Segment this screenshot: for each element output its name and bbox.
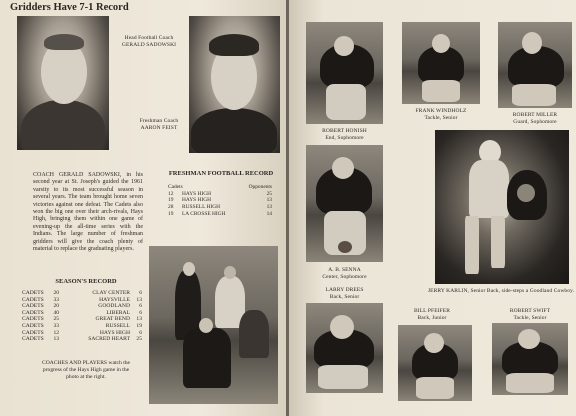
player-photo-windholz <box>402 22 480 104</box>
opponent-score: 14 <box>266 210 272 217</box>
opponent-score: 13 <box>266 204 272 211</box>
player-photo-swift <box>492 323 568 395</box>
team-score: 13 <box>53 336 60 343</box>
sideline-photo <box>149 246 278 404</box>
player-photo-honish <box>306 22 383 124</box>
team-name: CADETS <box>22 303 44 310</box>
action-caption-karlin: JERRY KARLIN, Senior Back, side-steps a Goodland Cowboy. <box>427 288 575 294</box>
right-page <box>289 0 576 416</box>
player-caption-drees: LARRY DREES Back, Senior <box>325 287 364 300</box>
player-photo-miller <box>498 22 572 108</box>
season-record-row <box>22 323 142 330</box>
team-name: CADETS <box>22 316 44 323</box>
team-name: CADETS <box>22 309 44 316</box>
team-name: CADETS <box>22 336 44 343</box>
team-score: 25 <box>53 316 60 323</box>
player-photo-senna <box>306 145 383 262</box>
freshman-record-header: Cadets Opponents <box>168 184 272 190</box>
head-coach-caption: Head Football Coach GERALD SADOWSKI <box>121 35 177 48</box>
team-score: 20 <box>53 290 60 296</box>
freshman-record-row <box>168 204 272 211</box>
freshman-record-title: FRESHMAN FOOTBALL RECORD <box>168 170 274 177</box>
cadets-score: 28 <box>168 204 174 211</box>
freshman-record-row <box>168 197 272 204</box>
team-score: 20 <box>53 303 60 310</box>
left-page <box>0 0 287 416</box>
player-photo-pfeifer <box>398 325 472 401</box>
opponent-score: 13 <box>266 197 272 204</box>
season-record-row <box>22 297 142 304</box>
cadets-score: 19 <box>168 210 174 217</box>
season-record-title: SEASON'S RECORD <box>55 278 117 285</box>
player-caption-windholz: FRANK WINDHOLZ Tackle, Senior <box>415 108 467 121</box>
opponent-score: 25 <box>266 190 272 197</box>
opponent-name: LA CROSSE HIGH <box>182 210 226 217</box>
season-record-row <box>22 316 142 323</box>
season-record-row <box>22 303 142 310</box>
player-caption-pfeifer: BILL PFEIFER Back, Junior <box>414 308 450 321</box>
opponent-name: HAYS HIGH <box>99 329 130 336</box>
freshman-record-table <box>168 184 272 218</box>
season-record-table <box>22 290 142 343</box>
action-photo-karlin <box>435 130 569 284</box>
season-record-row <box>22 336 142 343</box>
head-coach-photo <box>17 16 109 150</box>
opponent-score: 6 <box>139 329 142 336</box>
player-caption-swift: ROBERT SWIFT Tackle, Senior <box>509 308 551 321</box>
team-score: 33 <box>53 296 60 303</box>
season-record-row <box>22 290 142 297</box>
cadets-score: 19 <box>168 197 174 204</box>
opponent-name: HAYSVILLE <box>99 296 130 303</box>
team-score: 33 <box>53 322 60 329</box>
opponent-score: 6 <box>139 303 142 310</box>
opponent-name: GOODLAND <box>98 303 130 310</box>
opponent-score: 13 <box>136 296 142 303</box>
opponent-name: RUSSELL HIGH <box>182 204 220 211</box>
player-photo-drees <box>306 303 383 393</box>
opponent-name: HAYS HIGH <box>182 190 212 197</box>
opponent-name: LIBERAL <box>106 309 130 316</box>
season-record-row <box>22 330 142 337</box>
freshman-coach-caption: Freshman Coach AARON FEIST <box>139 118 179 131</box>
coaches-players-caption: COACHES AND PLAYERS watch the progress of the Hays High game in the photo at the right. <box>41 360 131 380</box>
freshman-coach-photo <box>189 16 280 153</box>
team-name: CADETS <box>22 322 44 329</box>
player-caption-honish: ROBERT HONISH End, Sophomore <box>322 128 367 141</box>
page-title: Gridders Have 7-1 Record <box>10 2 129 13</box>
cadets-score: 12 <box>168 190 174 197</box>
team-name: CADETS <box>22 296 44 303</box>
opponent-score: 6 <box>139 290 142 296</box>
opponent-score: 13 <box>136 316 142 323</box>
freshman-record-row <box>168 211 272 218</box>
opponent-name: RUSSELL <box>105 322 130 329</box>
opponent-score: 25 <box>136 336 142 343</box>
opponent-name: SACRED HEART <box>88 336 130 343</box>
team-name: CADETS <box>22 290 44 296</box>
team-score: 40 <box>53 309 60 316</box>
opponent-name: CLAY CENTER <box>92 290 130 296</box>
player-caption-miller: ROBERT MILLER Guard, Sophomore <box>512 112 558 125</box>
opponent-score: 19 <box>136 322 142 329</box>
player-caption-senna: A. B. SENNA Center, Sophomore <box>322 267 367 280</box>
team-score: 12 <box>53 329 60 336</box>
opponent-name: HAYS HIGH <box>182 197 212 204</box>
freshman-record-row <box>168 191 272 198</box>
story-text: COACH GERALD SADOWSKI, in his second year at St. Joseph's guided the 1961 varsity to its most successful season in several years. The team brought home seven victories against one defeat. The Cadets also won the big one over their arch-rivals, Hays High, bringing them within one game of evening-up the all-time series with the Indians. The large number of freshman gridders will give the coach plenty of material to replace the graduating players. <box>33 172 143 253</box>
opponent-score: 6 <box>139 309 142 316</box>
opponent-name: GREAT BEND <box>95 316 130 323</box>
season-record-row <box>22 310 142 317</box>
team-name: CADETS <box>22 329 44 336</box>
